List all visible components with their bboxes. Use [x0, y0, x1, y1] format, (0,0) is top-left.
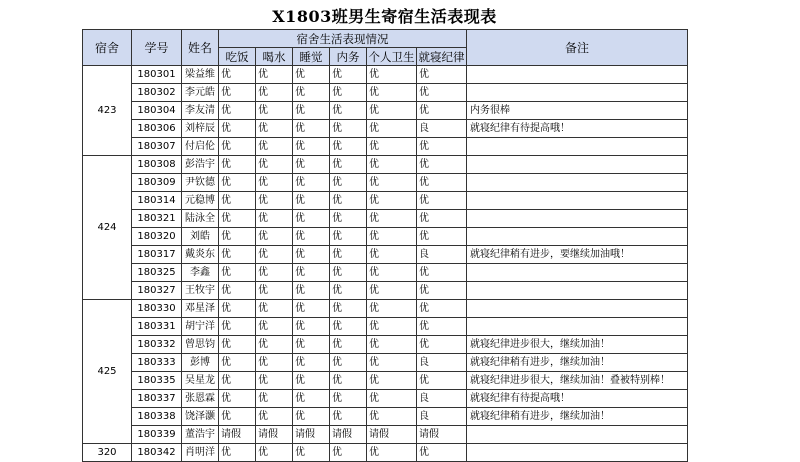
bedtime-discipline-rating-cell[interactable]: 优	[417, 264, 467, 282]
housekeeping-rating-cell[interactable]: 优	[330, 66, 367, 84]
header-notes: 备注	[467, 30, 688, 66]
student-id-cell[interactable]: 180338	[132, 408, 182, 426]
housekeeping-rating-cell[interactable]: 优	[330, 372, 367, 390]
sleeping-rating-cell[interactable]: 优	[293, 84, 330, 102]
student-name-cell[interactable]: 刘皓	[182, 228, 219, 246]
drinking-rating-cell[interactable]: 优	[256, 120, 293, 138]
student-name-cell[interactable]: 肖明洋	[182, 444, 219, 462]
student-id-cell[interactable]: 180307	[132, 138, 182, 156]
student-name-cell[interactable]: 李鑫	[182, 264, 219, 282]
sleeping-rating-cell[interactable]: 请假	[293, 426, 330, 444]
note-cell[interactable]	[467, 84, 688, 102]
drinking-rating-cell[interactable]: 优	[256, 282, 293, 300]
housekeeping-rating-cell[interactable]: 优	[330, 246, 367, 264]
student-id-cell[interactable]: 180327	[132, 282, 182, 300]
sleeping-rating-cell[interactable]: 优	[293, 336, 330, 354]
student-id-cell[interactable]: 180304	[132, 102, 182, 120]
table-row	[83, 246, 688, 264]
dorm-number-cell[interactable]: 425	[83, 300, 132, 444]
bedtime-discipline-rating-cell[interactable]: 优	[417, 372, 467, 390]
note-cell[interactable]: 就寝纪律稍有进步，继续加油！	[467, 408, 688, 426]
housekeeping-rating-cell[interactable]: 优	[330, 318, 367, 336]
note-cell[interactable]	[467, 282, 688, 300]
eating-rating-cell[interactable]: 优	[219, 174, 256, 192]
student-name-cell[interactable]: 董浩宇	[182, 426, 219, 444]
table-row	[83, 228, 688, 246]
student-name-cell[interactable]: 张恩霖	[182, 390, 219, 408]
bedtime-discipline-rating-cell[interactable]: 优	[417, 210, 467, 228]
student-name-cell[interactable]: 陆泳全	[182, 210, 219, 228]
drinking-rating-cell[interactable]: 优	[256, 372, 293, 390]
student-name-cell[interactable]: 邓星泽	[182, 300, 219, 318]
eating-rating-cell[interactable]: 优	[219, 120, 256, 138]
header-hygiene: 个人卫生	[368, 49, 415, 64]
table-row	[83, 66, 688, 84]
hygiene-rating-cell[interactable]: 优	[367, 66, 417, 84]
bedtime-discipline-rating-cell[interactable]: 良	[417, 408, 467, 426]
hygiene-rating-cell[interactable]: 优	[367, 282, 417, 300]
dorm-number-cell[interactable]: 423	[83, 66, 132, 156]
student-id-cell[interactable]: 180337	[132, 390, 182, 408]
housekeeping-rating-cell[interactable]: 优	[330, 120, 367, 138]
eating-rating-cell[interactable]: 优	[219, 354, 256, 372]
bedtime-discipline-rating-cell[interactable]: 优	[417, 444, 467, 462]
bedtime-discipline-rating-cell[interactable]: 优	[417, 66, 467, 84]
bedtime-discipline-rating-cell[interactable]: 请假	[417, 426, 467, 444]
hygiene-rating-cell[interactable]: 优	[367, 354, 417, 372]
drinking-rating-cell[interactable]: 优	[256, 300, 293, 318]
drinking-rating-cell[interactable]: 优	[256, 192, 293, 210]
table-row	[83, 210, 688, 228]
eating-rating-cell[interactable]: 优	[219, 444, 256, 462]
student-id-cell[interactable]: 180308	[132, 156, 182, 174]
drinking-rating-cell[interactable]: 优	[256, 84, 293, 102]
bedtime-discipline-rating-cell[interactable]: 优	[417, 102, 467, 120]
drinking-rating-cell[interactable]: 优	[256, 444, 293, 462]
hygiene-rating-cell[interactable]: 优	[367, 390, 417, 408]
bedtime-discipline-rating-cell[interactable]: 优	[417, 156, 467, 174]
note-cell[interactable]	[467, 426, 688, 444]
drinking-rating-cell[interactable]: 优	[256, 318, 293, 336]
student-name-cell[interactable]: 刘梓辰	[182, 120, 219, 138]
housekeeping-rating-cell[interactable]: 优	[330, 228, 367, 246]
drinking-rating-cell[interactable]: 优	[256, 210, 293, 228]
hygiene-rating-cell[interactable]: 优	[367, 156, 417, 174]
student-id-cell[interactable]: 180317	[132, 246, 182, 264]
student-id-cell[interactable]: 180342	[132, 444, 182, 462]
table-row	[83, 408, 688, 426]
table-row	[83, 444, 688, 462]
student-name-cell[interactable]: 戴炎东	[182, 246, 219, 264]
note-cell[interactable]	[467, 138, 688, 156]
sleeping-rating-cell[interactable]: 优	[293, 174, 330, 192]
sleeping-rating-cell[interactable]: 优	[293, 210, 330, 228]
drinking-rating-cell[interactable]: 优	[256, 336, 293, 354]
housekeeping-rating-cell[interactable]: 优	[330, 390, 367, 408]
drinking-rating-cell[interactable]: 优	[256, 174, 293, 192]
table-row	[83, 102, 688, 120]
table-row	[83, 138, 688, 156]
note-cell[interactable]: 就寝纪律进步很大，继续加油！叠被特别棒！	[467, 372, 688, 390]
header-drinking: 喝水	[256, 48, 293, 66]
note-cell[interactable]	[467, 228, 688, 246]
hygiene-rating-cell[interactable]: 优	[367, 336, 417, 354]
drinking-rating-cell[interactable]: 优	[256, 354, 293, 372]
eating-rating-cell[interactable]: 优	[219, 300, 256, 318]
note-cell[interactable]	[467, 156, 688, 174]
hygiene-rating-cell[interactable]: 请假	[367, 426, 417, 444]
table-row	[83, 84, 688, 102]
bedtime-discipline-rating-cell[interactable]: 优	[417, 336, 467, 354]
housekeeping-rating-cell[interactable]: 优	[330, 300, 367, 318]
bedtime-discipline-rating-cell[interactable]: 优	[417, 300, 467, 318]
note-cell[interactable]	[467, 174, 688, 192]
housekeeping-rating-cell[interactable]: 优	[330, 336, 367, 354]
note-cell[interactable]: 就寝纪律有待提高哦！	[467, 390, 688, 408]
bedtime-discipline-rating-cell[interactable]: 优	[417, 174, 467, 192]
table-header	[83, 30, 688, 66]
sleeping-rating-cell[interactable]: 优	[293, 246, 330, 264]
drinking-rating-cell[interactable]: 优	[256, 156, 293, 174]
table-row	[83, 120, 688, 138]
note-cell[interactable]: 就寝纪律稍有进步，要继续加油哦！	[467, 246, 688, 264]
sleeping-rating-cell[interactable]: 优	[293, 120, 330, 138]
hygiene-rating-cell[interactable]: 优	[367, 102, 417, 120]
sleeping-rating-cell[interactable]: 优	[293, 156, 330, 174]
student-id-cell[interactable]: 180332	[132, 336, 182, 354]
hygiene-rating-cell[interactable]: 优	[367, 246, 417, 264]
eating-rating-cell[interactable]: 优	[219, 228, 256, 246]
table-row	[83, 264, 688, 282]
bedtime-discipline-rating-cell[interactable]: 良	[417, 246, 467, 264]
hygiene-rating-cell[interactable]: 优	[367, 372, 417, 390]
drinking-rating-cell[interactable]: 优	[256, 408, 293, 426]
student-name-cell[interactable]: 曾思钧	[182, 336, 219, 354]
hygiene-rating-cell[interactable]: 优	[367, 300, 417, 318]
eating-rating-cell[interactable]: 优	[219, 192, 256, 210]
student-name-cell[interactable]: 彭博	[182, 354, 219, 372]
student-id-cell[interactable]: 180331	[132, 318, 182, 336]
bedtime-discipline-rating-cell[interactable]: 优	[417, 228, 467, 246]
drinking-rating-cell[interactable]: 优	[256, 138, 293, 156]
student-name-cell[interactable]: 梁益维	[182, 66, 219, 84]
sleeping-rating-cell[interactable]: 优	[293, 66, 330, 84]
sleeping-rating-cell[interactable]: 优	[293, 228, 330, 246]
table-row	[83, 426, 688, 444]
eating-rating-cell[interactable]: 优	[219, 246, 256, 264]
table-row	[83, 282, 688, 300]
sleeping-rating-cell[interactable]: 优	[293, 408, 330, 426]
housekeeping-rating-cell[interactable]: 优	[330, 282, 367, 300]
sleeping-rating-cell[interactable]: 优	[293, 372, 330, 390]
sleeping-rating-cell[interactable]: 优	[293, 300, 330, 318]
dorm-performance-table	[82, 29, 688, 462]
bedtime-discipline-rating-cell[interactable]: 良	[417, 390, 467, 408]
student-id-cell[interactable]: 180339	[132, 426, 182, 444]
eating-rating-cell[interactable]: 优	[219, 264, 256, 282]
student-name-cell[interactable]: 胡宁洋	[182, 318, 219, 336]
eating-rating-cell[interactable]: 优	[219, 282, 256, 300]
student-id-cell[interactable]: 180302	[132, 84, 182, 102]
header-student-id: 学号	[132, 30, 182, 66]
bedtime-discipline-rating-cell[interactable]: 优	[417, 192, 467, 210]
bedtime-discipline-rating-cell[interactable]: 优	[417, 138, 467, 156]
housekeeping-rating-cell[interactable]: 优	[330, 156, 367, 174]
hygiene-rating-cell[interactable]: 优	[367, 138, 417, 156]
housekeeping-rating-cell[interactable]: 优	[330, 174, 367, 192]
note-cell[interactable]: 内务很棒	[467, 102, 688, 120]
drinking-rating-cell[interactable]: 请假	[256, 426, 293, 444]
note-cell[interactable]	[467, 66, 688, 84]
note-cell[interactable]: 就寝纪律进步很大，继续加油！	[467, 336, 688, 354]
housekeeping-rating-cell[interactable]: 请假	[330, 426, 367, 444]
header-dorm: 宿舍	[83, 30, 132, 66]
bedtime-discipline-rating-cell[interactable]: 优	[417, 282, 467, 300]
sleeping-rating-cell[interactable]: 优	[293, 390, 330, 408]
sleeping-rating-cell[interactable]: 优	[293, 444, 330, 462]
eating-rating-cell[interactable]: 优	[219, 138, 256, 156]
drinking-rating-cell[interactable]: 优	[256, 246, 293, 264]
housekeeping-rating-cell[interactable]: 优	[330, 210, 367, 228]
header-sleeping: 睡觉	[293, 48, 330, 66]
eating-rating-cell[interactable]: 优	[219, 318, 256, 336]
note-cell[interactable]	[467, 300, 688, 318]
student-id-cell[interactable]: 180330	[132, 300, 182, 318]
bedtime-discipline-rating-cell[interactable]: 良	[417, 120, 467, 138]
table-row	[83, 354, 688, 372]
eating-rating-cell[interactable]: 优	[219, 372, 256, 390]
student-name-cell[interactable]: 元稳博	[182, 192, 219, 210]
hygiene-rating-cell[interactable]: 优	[367, 84, 417, 102]
student-id-cell[interactable]: 180325	[132, 264, 182, 282]
table-row	[83, 318, 688, 336]
hygiene-rating-cell[interactable]: 优	[367, 444, 417, 462]
drinking-rating-cell[interactable]: 优	[256, 66, 293, 84]
hygiene-rating-cell[interactable]: 优	[367, 120, 417, 138]
drinking-rating-cell[interactable]: 优	[256, 102, 293, 120]
housekeeping-rating-cell[interactable]: 优	[330, 444, 367, 462]
student-name-cell[interactable]: 彭浩宇	[182, 156, 219, 174]
student-name-cell[interactable]: 饶泽灏	[182, 408, 219, 426]
hygiene-rating-cell[interactable]: 优	[367, 408, 417, 426]
student-id-cell[interactable]: 180306	[132, 120, 182, 138]
student-name-cell[interactable]: 吴星龙	[182, 372, 219, 390]
eating-rating-cell[interactable]: 优	[219, 336, 256, 354]
eating-rating-cell[interactable]: 优	[219, 102, 256, 120]
student-id-cell[interactable]: 180309	[132, 174, 182, 192]
eating-rating-cell[interactable]: 优	[219, 84, 256, 102]
student-id-cell[interactable]: 180301	[132, 66, 182, 84]
note-cell[interactable]	[467, 318, 688, 336]
sleeping-rating-cell[interactable]: 优	[293, 138, 330, 156]
student-name-cell[interactable]: 李元皓	[182, 84, 219, 102]
drinking-rating-cell[interactable]: 优	[256, 228, 293, 246]
table-row	[83, 372, 688, 390]
eating-rating-cell[interactable]: 请假	[219, 426, 256, 444]
student-id-cell[interactable]: 180314	[132, 192, 182, 210]
sleeping-rating-cell[interactable]: 优	[293, 282, 330, 300]
hygiene-rating-cell[interactable]: 优	[367, 228, 417, 246]
header-eating: 吃饭	[219, 48, 256, 66]
sleeping-rating-cell[interactable]: 优	[293, 264, 330, 282]
note-cell[interactable]: 就寝纪律有待提高哦！	[467, 120, 688, 138]
table-body	[83, 66, 688, 462]
hygiene-rating-cell[interactable]: 优	[367, 264, 417, 282]
table-row	[83, 174, 688, 192]
student-id-cell[interactable]: 180333	[132, 354, 182, 372]
bedtime-discipline-rating-cell[interactable]: 优	[417, 318, 467, 336]
student-name-cell[interactable]: 付启伦	[182, 138, 219, 156]
note-cell[interactable]: 就寝纪律稍有进步，继续加油！	[467, 354, 688, 372]
bedtime-discipline-rating-cell[interactable]: 良	[417, 354, 467, 372]
eating-rating-cell[interactable]: 优	[219, 210, 256, 228]
bedtime-discipline-rating-cell[interactable]: 优	[417, 84, 467, 102]
eating-rating-cell[interactable]: 优	[219, 156, 256, 174]
student-id-cell[interactable]: 180335	[132, 372, 182, 390]
dorm-number-cell[interactable]: 320	[83, 444, 132, 462]
housekeeping-rating-cell[interactable]: 优	[330, 408, 367, 426]
header-bedtime-discipline: 就寝纪律	[418, 49, 465, 64]
housekeeping-rating-cell[interactable]: 优	[330, 138, 367, 156]
sleeping-rating-cell[interactable]: 优	[293, 354, 330, 372]
sleeping-rating-cell[interactable]: 优	[293, 102, 330, 120]
eating-rating-cell[interactable]: 优	[219, 66, 256, 84]
hygiene-rating-cell[interactable]: 优	[367, 192, 417, 210]
sleeping-rating-cell[interactable]: 优	[293, 318, 330, 336]
housekeeping-rating-cell[interactable]: 优	[330, 84, 367, 102]
housekeeping-rating-cell[interactable]: 优	[330, 192, 367, 210]
table-row	[83, 192, 688, 210]
note-cell[interactable]	[467, 192, 688, 210]
note-cell[interactable]	[467, 210, 688, 228]
housekeeping-rating-cell[interactable]: 优	[330, 354, 367, 372]
header-performance-group: 宿舍生活表现情况	[219, 30, 467, 48]
sheet-title: X1803班男生寄宿生活表现表	[272, 7, 497, 26]
eating-rating-cell[interactable]: 优	[219, 408, 256, 426]
student-id-cell[interactable]: 180320	[132, 228, 182, 246]
hygiene-rating-cell[interactable]: 优	[367, 318, 417, 336]
hygiene-rating-cell[interactable]: 优	[367, 174, 417, 192]
header-housekeeping: 内务	[330, 48, 367, 66]
note-cell[interactable]	[467, 444, 688, 462]
housekeeping-rating-cell[interactable]: 优	[330, 264, 367, 282]
drinking-rating-cell[interactable]: 优	[256, 390, 293, 408]
eating-rating-cell[interactable]: 优	[219, 390, 256, 408]
student-id-cell[interactable]: 180321	[132, 210, 182, 228]
table-row	[83, 390, 688, 408]
student-name-cell[interactable]: 王牧宇	[182, 282, 219, 300]
drinking-rating-cell[interactable]: 优	[256, 264, 293, 282]
note-cell[interactable]	[467, 264, 688, 282]
header-name: 姓名	[182, 30, 219, 66]
dorm-number-cell[interactable]: 424	[83, 156, 132, 300]
table-row	[83, 300, 688, 318]
student-name-cell[interactable]: 尹钦德	[182, 174, 219, 192]
table-row	[83, 156, 688, 174]
housekeeping-rating-cell[interactable]: 优	[330, 102, 367, 120]
hygiene-rating-cell[interactable]: 优	[367, 210, 417, 228]
sleeping-rating-cell[interactable]: 优	[293, 192, 330, 210]
student-name-cell[interactable]: 李友清	[182, 102, 219, 120]
table-row	[83, 336, 688, 354]
